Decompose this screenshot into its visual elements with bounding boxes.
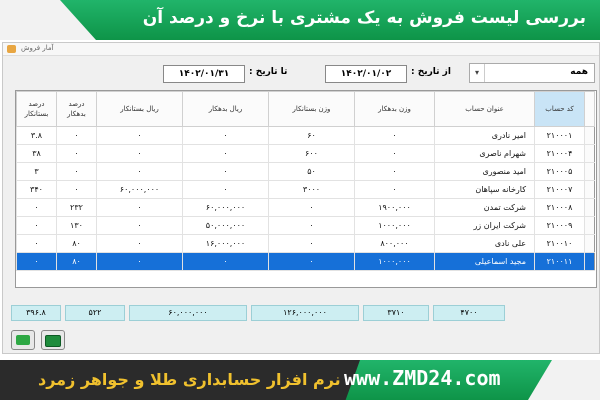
- cell-debit-percent[interactable]: ۱۳۰: [57, 217, 97, 235]
- cell-account-title[interactable]: شرکت ایران زر: [435, 217, 535, 235]
- cell-credit-weight[interactable]: ۳۰۰۰: [269, 181, 355, 199]
- print-button[interactable]: [11, 330, 35, 350]
- total-credit-percent: ۳۹۶.۸: [11, 305, 61, 321]
- footer-slogan: نرم افزار حسابداری طلا و جواهر زمرد: [38, 370, 341, 389]
- cell-credit-percent[interactable]: ۰: [17, 253, 57, 271]
- cell-debit-percent[interactable]: ۸۰: [57, 253, 97, 271]
- header-debit-percent[interactable]: درصد بدهکار: [57, 92, 97, 127]
- sales-table: [16, 91, 595, 271]
- cell-account-title[interactable]: کارخانه سپاهان: [435, 181, 535, 199]
- from-date-label: از تاریخ :: [411, 67, 451, 77]
- cell-account-code[interactable]: ۲۱۰۰۰۴: [535, 145, 585, 163]
- cell-credit-rial[interactable]: ۶۰,۰۰۰,۰۰۰: [97, 181, 183, 199]
- bottom-banner: [0, 360, 600, 400]
- cell-credit-rial[interactable]: ۰: [97, 217, 183, 235]
- cell-debit-rial[interactable]: ۱۶,۰۰۰,۰۰۰: [183, 235, 269, 253]
- row-selector[interactable]: [585, 217, 595, 235]
- cell-debit-rial[interactable]: ۰: [183, 181, 269, 199]
- cell-credit-rial[interactable]: ۰: [97, 253, 183, 271]
- cell-debit-weight[interactable]: ۰: [355, 181, 435, 199]
- cell-credit-percent[interactable]: ۳۸: [17, 145, 57, 163]
- cell-debit-weight[interactable]: ۰: [355, 145, 435, 163]
- header-debit-weight[interactable]: وزن بدهکار: [355, 92, 435, 127]
- from-date-field[interactable]: ۱۴۰۲/۰۱/۰۲: [325, 65, 407, 83]
- cell-debit-percent[interactable]: ۰: [57, 181, 97, 199]
- cell-account-code[interactable]: ۲۱۰۰۰۱: [535, 127, 585, 145]
- header-account-code[interactable]: کد حساب: [535, 92, 585, 127]
- to-date-label: تا تاریخ :: [249, 67, 288, 77]
- row-selector[interactable]: [585, 181, 595, 199]
- cell-credit-rial[interactable]: ۰: [97, 199, 183, 217]
- row-selector[interactable]: [585, 127, 595, 145]
- cell-debit-percent[interactable]: ۰: [57, 127, 97, 145]
- header-credit-percent[interactable]: درصد بستانکار: [17, 92, 57, 127]
- cell-account-title[interactable]: مجید اسماعیلی: [435, 253, 535, 271]
- cell-debit-rial[interactable]: ۰: [183, 145, 269, 163]
- cell-account-code[interactable]: ۲۱۰۰۱۱: [535, 253, 585, 271]
- row-header-corner: [585, 92, 595, 127]
- table-row[interactable]: [17, 163, 595, 181]
- top-banner: [0, 0, 600, 40]
- cell-debit-rial[interactable]: ۵۰,۰۰۰,۰۰۰: [183, 217, 269, 235]
- cell-debit-rial[interactable]: ۰: [183, 253, 269, 271]
- cell-credit-weight[interactable]: ۵۰: [269, 163, 355, 181]
- cell-debit-rial[interactable]: ۰: [183, 163, 269, 181]
- chevron-down-icon[interactable]: ▾: [470, 64, 485, 82]
- cell-account-code[interactable]: ۲۱۰۰۰۷: [535, 181, 585, 199]
- cell-debit-weight[interactable]: ۱۹۰۰,۰۰۰: [355, 199, 435, 217]
- cell-credit-percent[interactable]: ۰: [17, 235, 57, 253]
- cell-credit-percent[interactable]: ۳.۸: [17, 127, 57, 145]
- header-credit-weight[interactable]: وزن بستانکار: [269, 92, 355, 127]
- banner-title: بررسی لیست فروش به یک مشتری با نرخ و درصد آن: [142, 8, 586, 28]
- header-account-title[interactable]: عنوان حساب: [435, 92, 535, 127]
- table-row[interactable]: [17, 145, 595, 163]
- cell-credit-weight[interactable]: ۶۰۰: [269, 145, 355, 163]
- table-row[interactable]: [17, 181, 595, 199]
- cell-account-code[interactable]: ۲۱۰۰۰۹: [535, 217, 585, 235]
- table-header-row: [17, 92, 595, 127]
- footer-site: www.ZMD24.com: [344, 366, 501, 390]
- cell-credit-weight[interactable]: ۰: [269, 217, 355, 235]
- row-selector[interactable]: [585, 235, 595, 253]
- cell-debit-percent[interactable]: ۰: [57, 163, 97, 181]
- table-row[interactable]: [17, 199, 595, 217]
- table-row[interactable]: [17, 235, 595, 253]
- cell-account-code[interactable]: ۲۱۰۰۱۰: [535, 235, 585, 253]
- printer-icon: [16, 335, 30, 345]
- sales-report-window: [2, 42, 600, 354]
- cell-debit-weight[interactable]: ۰: [355, 163, 435, 181]
- sales-grid: [15, 90, 597, 288]
- row-selector[interactable]: [585, 199, 595, 217]
- cell-account-title[interactable]: علی نادی: [435, 235, 535, 253]
- cell-debit-rial[interactable]: ۰: [183, 127, 269, 145]
- window-caption: آمار فروش: [21, 44, 54, 52]
- table-row[interactable]: [17, 217, 595, 235]
- header-debit-rial[interactable]: ریال بدهکار: [183, 92, 269, 127]
- cell-debit-weight[interactable]: ۱۰۰۰,۰۰۰: [355, 253, 435, 271]
- cell-credit-weight[interactable]: ۰: [269, 253, 355, 271]
- to-date-field[interactable]: ۱۴۰۲/۰۱/۳۱: [163, 65, 245, 83]
- header-credit-rial[interactable]: ریال بستانکار: [97, 92, 183, 127]
- cell-debit-weight[interactable]: ۸۰۰,۰۰۰: [355, 235, 435, 253]
- cell-credit-weight[interactable]: ۰: [269, 235, 355, 253]
- cell-debit-rial[interactable]: ۶۰,۰۰۰,۰۰۰: [183, 199, 269, 217]
- cell-account-code[interactable]: ۲۱۰۰۰۸: [535, 199, 585, 217]
- row-selector[interactable]: [585, 145, 595, 163]
- cell-debit-percent[interactable]: ۸۰: [57, 235, 97, 253]
- cell-credit-percent[interactable]: ۳: [17, 163, 57, 181]
- cell-account-title[interactable]: امیر نادری: [435, 127, 535, 145]
- cell-credit-rial[interactable]: ۰: [97, 145, 183, 163]
- total-credit-rial: ۶۰,۰۰۰,۰۰۰: [129, 305, 247, 321]
- window-titlebar: [3, 43, 599, 56]
- row-selector[interactable]: [585, 253, 595, 271]
- row-selector[interactable]: [585, 163, 595, 181]
- cell-credit-rial[interactable]: ۰: [97, 235, 183, 253]
- cell-debit-weight[interactable]: ۰: [355, 127, 435, 145]
- total-credit-weight: ۳۷۱۰: [363, 305, 429, 321]
- cell-debit-percent[interactable]: ۲۳۲: [57, 199, 97, 217]
- total-debit-weight: ۴۷۰۰: [433, 305, 505, 321]
- cell-credit-weight[interactable]: ۶۰: [269, 127, 355, 145]
- cell-credit-percent[interactable]: ۰: [17, 217, 57, 235]
- excel-export-button[interactable]: [41, 330, 65, 350]
- cell-account-title[interactable]: شرکت تمدن: [435, 199, 535, 217]
- cell-account-title[interactable]: شهرام ناصری: [435, 145, 535, 163]
- cell-account-title[interactable]: امید منصوری: [435, 163, 535, 181]
- table-row[interactable]: [17, 253, 595, 271]
- cell-credit-rial[interactable]: ۰: [97, 127, 183, 145]
- customer-select-value: همه: [570, 67, 588, 77]
- customer-select[interactable]: [469, 63, 595, 83]
- cell-debit-percent[interactable]: ۰: [57, 145, 97, 163]
- cell-debit-weight[interactable]: ۱۰۰۰,۰۰۰: [355, 217, 435, 235]
- total-debit-rial: ۱۲۶,۰۰۰,۰۰۰: [251, 305, 359, 321]
- cell-credit-percent[interactable]: ۰: [17, 199, 57, 217]
- app-icon: [7, 45, 16, 53]
- excel-icon: [45, 335, 61, 347]
- table-row[interactable]: [17, 127, 595, 145]
- cell-credit-rial[interactable]: ۰: [97, 163, 183, 181]
- cell-credit-weight[interactable]: ۰: [269, 199, 355, 217]
- cell-account-code[interactable]: ۲۱۰۰۰۵: [535, 163, 585, 181]
- total-debit-percent: ۵۲۲: [65, 305, 125, 321]
- cell-credit-percent[interactable]: ۳۴۰: [17, 181, 57, 199]
